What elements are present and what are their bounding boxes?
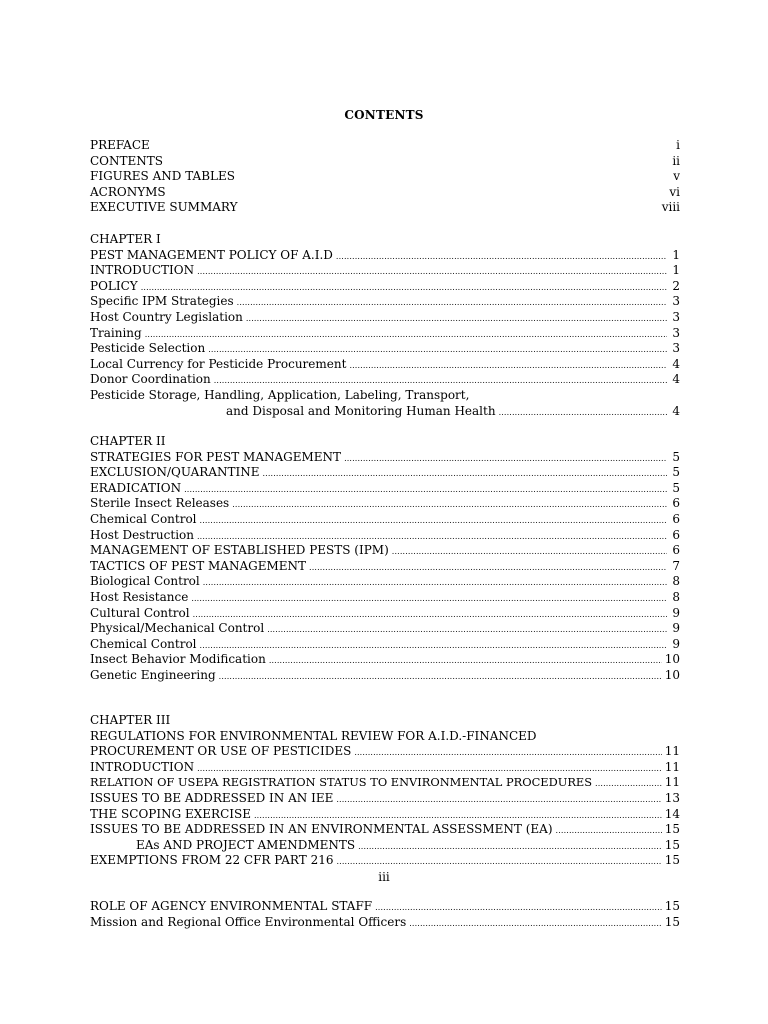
toc-label: INTRODUCTION [90,263,195,278]
toc-page: 5 [672,449,680,464]
toc-page: 14 [664,806,680,821]
toc-entry [90,590,680,606]
toc-page: 6 [672,511,680,526]
toc-label: ERADICATION [90,480,182,495]
toc-page: viii [661,200,680,215]
toc-page: 3 [672,294,680,309]
toc-label: Specific IPM Strategies [90,294,234,309]
chapter-1-section [90,232,680,419]
toc-page: 6 [672,543,680,558]
toc-label: ROLE OF AGENCY ENVIRONMENTAL STAFF [90,899,373,913]
toc-entry [90,465,680,481]
chapter-heading: CHAPTER II [90,434,166,448]
toc-entry [90,248,680,264]
toc-entry [90,621,680,637]
toc-page: 9 [672,605,680,620]
toc-label: Sterile Insect Releases [90,496,230,511]
toc-entry [90,372,680,388]
toc-entry [90,791,680,807]
toc-entry [90,637,680,653]
toc-label: Genetic Engineering [90,667,216,682]
toc-entry [90,729,680,745]
toc-label: CONTENTS [90,153,164,168]
toc-label: THE SCOPING EXERCISE [90,806,251,821]
toc-entry [90,481,680,497]
toc-page: 1 [672,263,680,278]
toc-page: i [676,138,680,152]
toc-entry [90,822,680,838]
toc-page: 8 [672,589,680,604]
toc-entry [90,357,680,373]
toc-label: EAs AND PROJECT AMENDMENTS [136,837,356,852]
toc-entry [90,326,680,342]
toc-label: ISSUES TO BE ADDRESSED IN AN IEE [90,790,334,805]
toc-entry [90,341,680,357]
chapter-heading: CHAPTER I [90,232,161,246]
toc-entry [90,154,680,170]
toc-page: 15 [664,853,680,868]
toc-page: 15 [664,822,680,837]
toc-entry [90,263,680,279]
toc-page: v [673,169,680,184]
toc-entry [90,853,680,869]
toc-label: EXEMPTIONS FROM 22 CFR PART 216 [90,853,334,868]
toc-label: Donor Coordination [90,372,211,387]
toc-page: 11 [664,775,680,790]
toc-label: INTRODUCTION [90,759,195,774]
toc-page: 1 [672,247,680,262]
toc-entry [90,169,680,185]
toc-entry [90,388,680,404]
toc-label: STRATEGIES FOR PEST MANAGEMENT [90,449,342,464]
toc-label: Host Destruction [90,527,194,542]
toc-page: 4 [672,372,680,387]
toc-label: PEST MANAGEMENT POLICY OF A.I.D [90,247,333,262]
toc-label: Chemical Control [90,511,197,526]
toc-page: 11 [664,759,680,774]
toc-label: and Disposal and Monitoring Human Health [226,403,496,418]
toc-label: TACTICS OF PEST MANAGEMENT [90,558,307,573]
page-title: CONTENTS [344,108,424,122]
toc-page: 5 [672,465,680,480]
toc-page: 15 [664,837,680,852]
toc-label: MANAGEMENT OF ESTABLISHED PESTS (IPM) [90,543,389,558]
toc-page: 10 [664,652,680,667]
toc-label: Host Resistance [90,589,189,604]
toc-label: PROCUREMENT OR USE OF PESTICIDES [90,744,352,759]
toc-page: 7 [672,558,680,573]
toc-page: 9 [672,621,680,636]
toc-entry [90,496,680,512]
toc-entry [90,310,680,326]
toc-entry [90,559,680,575]
front-matter-list [90,138,680,216]
toc-entry [90,775,680,791]
toc-page: 15 [664,899,680,913]
toc-page: 3 [672,309,680,324]
toc-page: 15 [664,914,680,929]
toc-entry [90,652,680,668]
toc-entry [90,574,680,590]
toc-label: Insect Behavior Modification [90,652,266,667]
toc-label: Chemical Control [90,636,197,651]
toc-entry [90,807,680,823]
toc-page: 3 [672,341,680,356]
toc-entry [90,185,680,201]
toc-label: RELATION OF USEPA REGISTRATION STATUS TO ENVIRONMENTAL PROCEDURES [90,775,593,790]
chapter-2-section [90,434,680,684]
toc-page: 2 [672,278,680,293]
toc-page: ii [672,153,680,168]
toc-label: Training [90,325,142,340]
toc-entry [90,915,680,931]
continued-entries [90,899,680,930]
page-number: iii [378,870,390,884]
toc-label: ACRONYMS [90,184,166,199]
toc-entry [90,668,680,684]
toc-page: 3 [672,325,680,340]
toc-label: POLICY [90,278,138,293]
toc-page: 9 [672,636,680,651]
toc-entry [90,606,680,622]
toc-page: 10 [664,667,680,682]
toc-entry [90,899,680,915]
toc-entry [90,279,680,295]
toc-page: 6 [672,496,680,511]
toc-label: Physical/Mechanical Control [90,621,265,636]
chapter-3-section [90,713,680,869]
toc-entry [90,528,680,544]
toc-page: 8 [672,574,680,589]
toc-entry [90,744,680,760]
toc-entry [90,543,680,559]
toc-page: 4 [672,356,680,371]
toc-label: Pesticide Selection [90,341,206,356]
toc-page: 11 [664,744,680,759]
toc-entry [90,200,680,216]
chapter-heading: CHAPTER III [90,713,171,727]
toc-label: PREFACE [90,138,150,152]
toc-label: Pesticide Storage, Handling, Application, Labeling, Transport, [90,387,470,402]
toc-label: FIGURES AND TABLES [90,169,235,184]
toc-label: ISSUES TO BE ADDRESSED IN AN ENVIRONMENTAL ASSESSMENT (EA) [90,822,553,837]
toc-label: EXECUTIVE SUMMARY [90,200,238,215]
toc-label: EXCLUSION/QUARANTINE [90,465,260,480]
toc-page: 13 [664,790,680,805]
toc-label: Cultural Control [90,605,190,620]
toc-label: Mission and Regional Office Environmental Officers [90,914,407,929]
toc-entry [90,450,680,466]
toc-label: Biological Control [90,574,200,589]
toc-entry [90,760,680,776]
toc-page: 6 [672,527,680,542]
toc-entry [90,838,680,854]
toc-page: 4 [672,403,680,418]
toc-entry [90,138,680,154]
toc-entry [90,512,680,528]
toc-label: Host Country Legislation [90,309,243,324]
toc-label: REGULATIONS FOR ENVIRONMENTAL REVIEW FOR A.I.D.-FINANCED [90,728,537,743]
toc-page: vi [669,184,680,199]
toc-entry [90,404,680,420]
toc-page: 5 [672,480,680,495]
toc-entry [90,294,680,310]
toc-label: Local Currency for Pesticide Procurement [90,356,347,371]
